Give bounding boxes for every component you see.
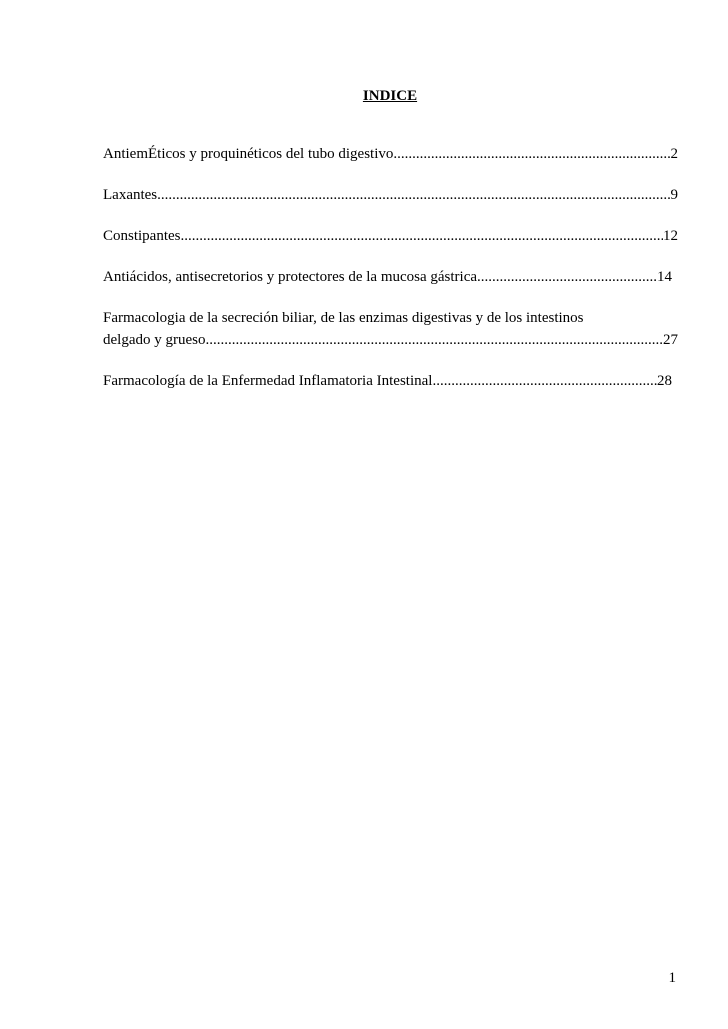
toc-leader xyxy=(393,143,670,165)
toc-entry xyxy=(103,266,672,288)
toc-entry-label: AntiemÉticos y proquinéticos del tubo digestivo xyxy=(103,146,394,162)
toc-entry-label: Farmacología de la Enfermedad Inflamatoria Intestinal xyxy=(103,373,433,389)
toc-page-number: 14 xyxy=(657,269,672,285)
toc-leader xyxy=(432,370,657,392)
toc-page-number: 2 xyxy=(670,146,678,162)
toc-page-number: 27 xyxy=(663,332,678,348)
page-number: 1 xyxy=(668,970,676,986)
toc-entry-label-line2: delgado y grueso xyxy=(103,332,206,348)
toc-entry-label: Constipantes xyxy=(103,228,181,244)
toc-page-number: 12 xyxy=(663,228,678,244)
toc-entry xyxy=(103,370,672,392)
toc-leader xyxy=(477,266,657,288)
toc-leader xyxy=(157,184,670,206)
toc-entry-label-line1: Farmacologia de la secreción biliar, de las enzimas digestivas y de los intestinos xyxy=(103,310,584,326)
toc-entry xyxy=(103,184,678,206)
toc-entry xyxy=(103,307,678,351)
toc-leader xyxy=(181,225,664,247)
toc-entry xyxy=(103,225,678,247)
toc-page-number: 9 xyxy=(670,187,678,203)
toc-entry-label: Laxantes xyxy=(103,187,158,203)
toc-entry xyxy=(103,143,678,165)
toc-entry-label: Antiácidos, antisecretorios y protectores de la mucosa gástrica xyxy=(103,269,478,285)
toc-page-number: 28 xyxy=(657,373,672,389)
toc-leader xyxy=(205,329,663,351)
page-title: INDICE xyxy=(362,88,418,104)
